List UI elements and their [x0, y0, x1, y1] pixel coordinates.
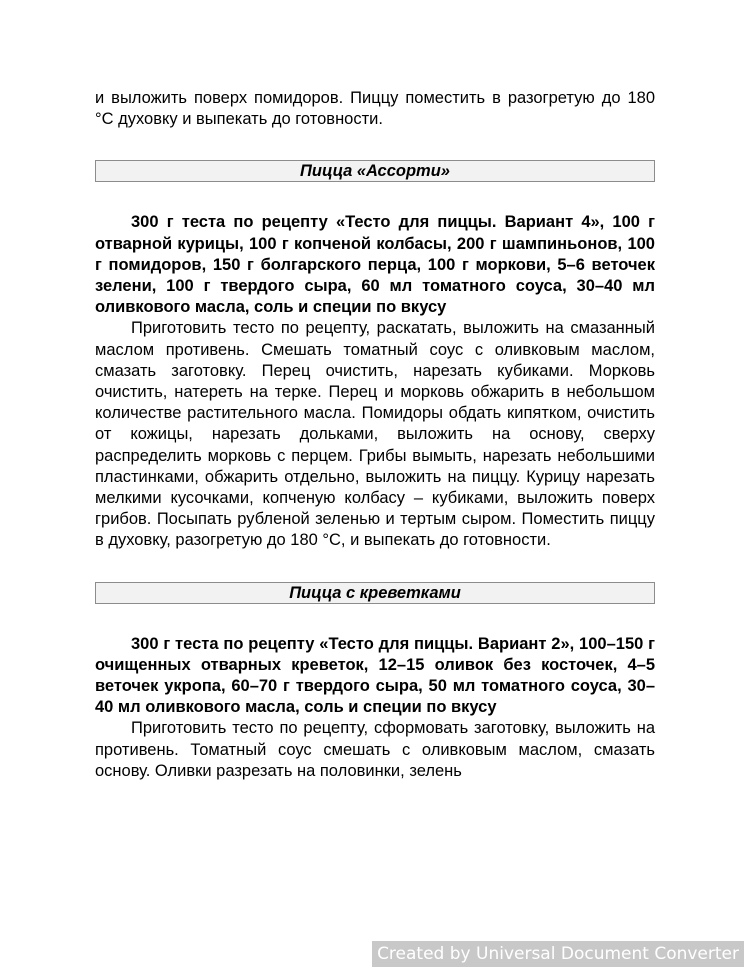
- recipe-ingredients-shrimp: 300 г теста по рецепту «Тесто для пиццы. Вариант 2», 100–150 г очищенных отварных креветок, 12–15 оливок без косточек, 4–5 веточек укропа, 60–70 г твердого сыра, 50 мл томатного соуса, 30–40 мл оливкового масла, соль и специи по вкусу: [95, 634, 655, 717]
- recipe-title-assorti: Пицца «Ассорти»: [95, 160, 655, 182]
- recipe-title-shrimp: Пицца с креветками: [95, 582, 655, 604]
- top-paragraph: и выложить поверх помидоров. Пиццу поместить в разогретую до 180 °С духовку и выпекать до готовности.: [95, 89, 655, 129]
- recipe-method-shrimp: Приготовить тесто по рецепту, сформовать заготовку, выложить на противень. Томатный соус смешать с оливковым маслом, смазать основу. Оливки разрезать на половинки, зелень: [95, 719, 655, 780]
- watermark-label: Created by Universal Document Converter: [372, 941, 744, 967]
- document-page: [95, 88, 655, 782]
- recipe-ingredients-assorti: 300 г теста по рецепту «Тесто для пиццы. Вариант 4», 100 г отварной курицы, 100 г копченой колбасы, 200 г шампиньонов, 100 г помидоров, 150 г болгарского перца, 100 г моркови, 5–6 веточек зелени, 100 г твердого сыра, 60 мл томатного соуса, 30–40 мл оливкового масла, соль и специи по вкусу: [95, 213, 655, 317]
- recipe-method-assorti: Приготовить тесто по рецепту, раскатать, выложить на смазанный маслом противень. Смешать томатный соус с оливковым маслом, смазать заготовку. Перец очистить, нарезать кубиками. Морковь очистить, натереть на терке. Перец и морковь обжарить в небольшом количестве растительного масла. Помидоры обдать кипятком, очистить от кожицы, нарезать дольками, выложить на основу, сверху распределить морковь с перцем. Грибы вымыть, нарезать небольшими пластинками, обжарить отдельно, выложить на пиццу. Курицу нарезать мелкими кусочками, копченую колбасу – кубиками, выложить поверх грибов. Посыпать рубленой зеленью и тертым сыром. Поместить пиццу в духовку, разогретую до 180 °С, и выпекать до готовности.: [95, 319, 655, 550]
